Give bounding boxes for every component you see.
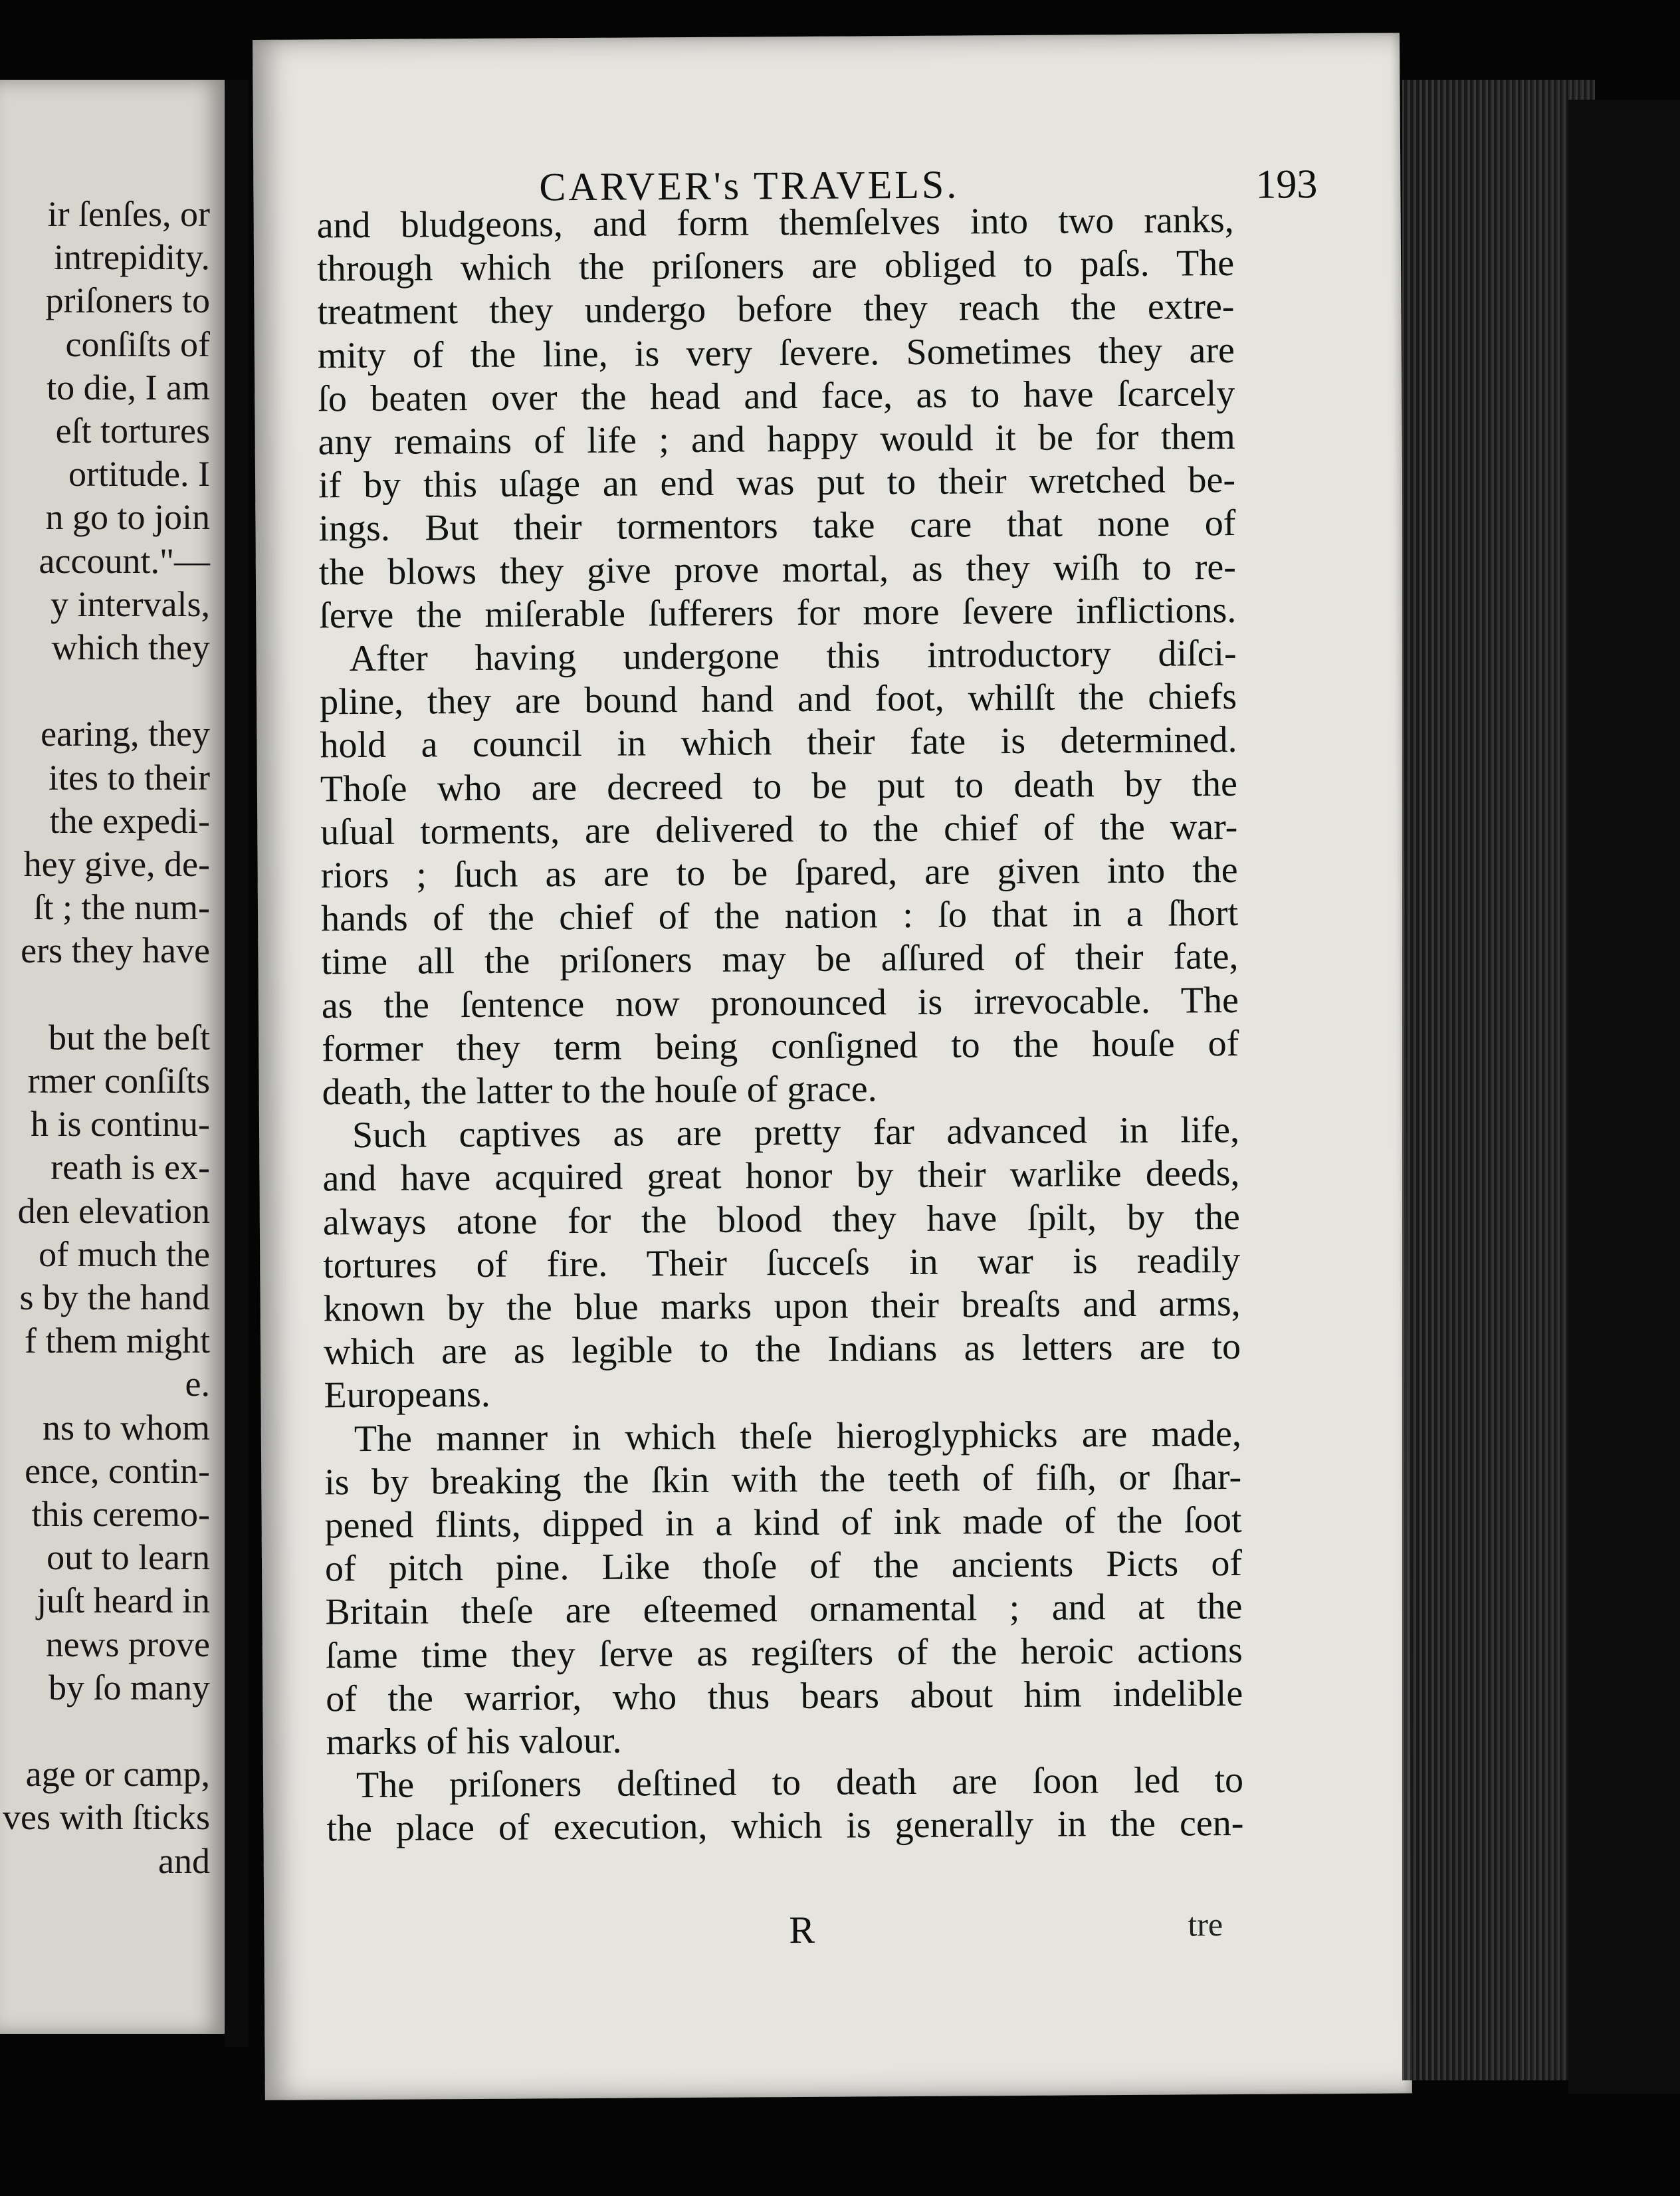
text-line: as the ſentence now pronounced is irrevocable. The bbox=[321, 979, 1239, 1026]
catchword: tre bbox=[1188, 1906, 1223, 1943]
left-page-line: conſiſts of bbox=[65, 324, 210, 364]
left-page-line: ers they have bbox=[21, 931, 210, 971]
book-gutter bbox=[225, 80, 249, 2047]
text-line: of pitch pine. Like thoſe of the ancients Picts of bbox=[324, 1543, 1243, 1590]
text-line: and bludgeons, and form themſelves into two ranks, bbox=[316, 199, 1234, 247]
text-line: ſame time they ſerve as regiſters of the heroic actions bbox=[325, 1629, 1243, 1676]
text-line: always atone for the blood they have ſpilt, by the bbox=[322, 1196, 1241, 1243]
text-line: time all the priſoners may be aſſured of their fate, bbox=[321, 936, 1239, 983]
text-line: uſual torments, are delivered to the chief of the war- bbox=[320, 806, 1238, 853]
text-line: Such captives as are pretty far advanced in life, bbox=[352, 1109, 1240, 1156]
left-page-line: account."— bbox=[39, 540, 210, 581]
left-page-line: ns to whom bbox=[42, 1407, 210, 1448]
page-edges bbox=[1402, 80, 1595, 2080]
text-line: Thoſe who are decreed to be put to death by the bbox=[320, 762, 1238, 810]
text-line: is by breaking the ſkin with the teeth of fiſh, or ſhar- bbox=[324, 1456, 1242, 1503]
page-number: 193 bbox=[1255, 162, 1318, 207]
text-line: any remains of life ; and happy would it be for them bbox=[318, 415, 1235, 463]
left-page-line: ir ſenſes, or bbox=[47, 194, 210, 234]
left-page-line: rmer conſiſts bbox=[27, 1061, 210, 1101]
left-page-line: reath is ex- bbox=[51, 1147, 210, 1188]
text-line: ings. But their tormentors take care that none of bbox=[318, 502, 1236, 550]
left-page-line: but the beſt bbox=[49, 1017, 210, 1057]
current-page bbox=[253, 33, 1412, 2100]
left-page-line: the expedi- bbox=[49, 800, 210, 841]
running-head: CARVER's TRAVELS. bbox=[539, 162, 960, 209]
left-page-line: and bbox=[158, 1840, 210, 1881]
text-line: marks of his valour. bbox=[326, 1719, 622, 1763]
left-page-line: juſt heard in bbox=[37, 1581, 210, 1621]
text-line: ſerve the miſerable ſufferers for more ſevere inflictions. bbox=[319, 589, 1237, 637]
left-page-line: age or camp, bbox=[25, 1754, 210, 1795]
left-page-line: hey give, de- bbox=[23, 844, 210, 884]
text-line: hold a council in which their fate is determined. bbox=[320, 719, 1237, 766]
left-page-line: this ceremo- bbox=[31, 1494, 210, 1534]
text-line: Britain theſe are eſteemed ornamental ; and at the bbox=[325, 1586, 1243, 1633]
text-line: known by the blue marks upon their breaſts and arms, bbox=[323, 1282, 1241, 1330]
text-line: the blows they give prove mortal, as they wiſh to re- bbox=[318, 546, 1237, 593]
left-page-line: ence, contin- bbox=[25, 1450, 210, 1491]
left-page-line: y intervals, bbox=[51, 584, 210, 624]
left-page-line: eſt tortures bbox=[55, 411, 210, 451]
left-page-line: s by the hand bbox=[19, 1277, 210, 1317]
text-line: tortures of fire. Their ſucceſs in war is readily bbox=[323, 1239, 1241, 1287]
left-page-line: intrepidity. bbox=[54, 237, 210, 278]
previous-page bbox=[0, 80, 225, 2034]
text-line: the place of execution, which is generally in the cen- bbox=[326, 1803, 1244, 1850]
left-page-line: h is continu- bbox=[31, 1104, 210, 1145]
left-page-line: of much the bbox=[39, 1234, 210, 1274]
text-line: death, the latter to the houſe of grace. bbox=[322, 1068, 877, 1113]
left-page-line: ves with ſticks bbox=[3, 1797, 210, 1838]
left-page-line: f them might bbox=[25, 1321, 210, 1361]
binding-edge bbox=[1568, 100, 1680, 2094]
left-page-line: to die, I am bbox=[47, 367, 210, 407]
text-line: hands of the chief of the nation : ſo that in a ſhort bbox=[320, 893, 1239, 940]
left-page-line: ſt ; the num- bbox=[33, 887, 210, 928]
text-line: treatment they undergo before they reach the extre- bbox=[317, 286, 1235, 333]
text-line: mity of the line, is very ſevere. Sometimes they are bbox=[317, 329, 1235, 377]
text-line: through which the priſoners are obliged to paſs. The bbox=[316, 243, 1235, 290]
left-page-line: ortitude. I bbox=[68, 454, 210, 494]
left-page-line: ites to their bbox=[49, 757, 210, 798]
text-line: which are as legible to the Indians as letters are to bbox=[323, 1326, 1241, 1373]
text-line: and have acquired great honor by their warlike deeds, bbox=[322, 1153, 1240, 1200]
text-line: if by this uſage an end was put to their wretched be- bbox=[318, 459, 1236, 506]
left-page-line: earing, they bbox=[41, 714, 210, 754]
left-page-line: priſoners to bbox=[45, 280, 210, 321]
left-page-line: n go to join bbox=[45, 497, 210, 538]
left-page-line: by ſo many bbox=[49, 1667, 210, 1707]
text-line: pline, they are bound hand and foot, whilſt the chiefs bbox=[319, 676, 1237, 723]
text-line: The priſoners deſtined to death are ſoon led to bbox=[356, 1759, 1244, 1807]
text-line: After having undergone this introductory diſci- bbox=[349, 632, 1237, 680]
text-line: ſo beaten over the head and face, as to have ſcarcely bbox=[318, 372, 1235, 420]
left-page-line: e. bbox=[185, 1364, 210, 1404]
text-line: riors ; ſuch as are to be ſpared, are given into the bbox=[320, 849, 1238, 897]
left-page-line: news prove bbox=[45, 1624, 210, 1664]
text-line: of the warrior, who thus bears about him indelible bbox=[326, 1672, 1243, 1720]
left-page-line: den elevation bbox=[17, 1190, 210, 1231]
text-line: former they term being conſigned to the houſe of bbox=[322, 1022, 1239, 1070]
signature-mark: R bbox=[789, 1908, 815, 1952]
left-page-line: which they bbox=[51, 627, 210, 667]
left-page-line: out to learn bbox=[47, 1537, 210, 1578]
text-line: The manner in which theſe hieroglyphicks are made, bbox=[354, 1412, 1242, 1460]
text-line: pened flints, dipped in a kind of ink made of the ſoot bbox=[324, 1499, 1242, 1547]
text-line: Europeans. bbox=[324, 1374, 491, 1416]
